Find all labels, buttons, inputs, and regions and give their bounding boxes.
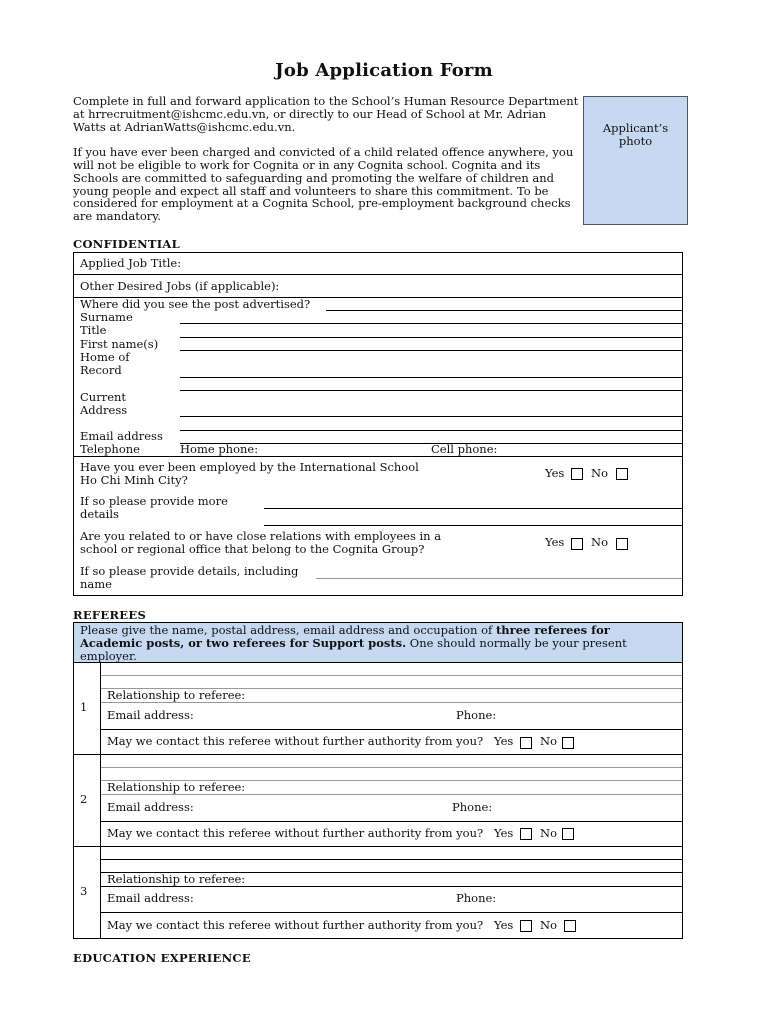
referee-3-relationship-line[interactable] <box>101 886 682 887</box>
intro-text <box>73 95 579 236</box>
cell-phone-label: Cell phone: <box>431 442 498 456</box>
employed-yes-checkbox[interactable] <box>571 468 583 480</box>
current-address-input-line-2[interactable] <box>180 430 682 431</box>
referee-number-3: 3 <box>80 884 88 898</box>
home-record-label-1: Home of <box>80 350 130 364</box>
employed-yes-label: Yes <box>545 466 565 480</box>
employed-no-label: No <box>591 466 608 480</box>
referee-2-contact-question: May we contact this referee without further authority from you? <box>107 826 484 840</box>
referees-intro-bold: three referees for Academic posts, or two referees for Support posts. <box>80 623 610 650</box>
details-name-label-1: If so please provide details, including <box>80 564 299 578</box>
details-name-input-line[interactable] <box>316 578 682 579</box>
surname-label: Surname <box>80 310 133 324</box>
row-divider <box>74 846 682 847</box>
referee-1-email-label: Email address: <box>107 708 194 722</box>
home-record-input-line-2[interactable] <box>180 390 682 391</box>
referee-2-relationship-label: Relationship to referee: <box>107 780 246 794</box>
employed-no-checkbox[interactable] <box>616 468 628 480</box>
where-seen-label: Where did you see the post advertised? <box>80 297 311 311</box>
related-no-checkbox[interactable] <box>616 538 628 550</box>
referee-3-yes-label: Yes <box>494 918 514 932</box>
referee-1-phone-label: Phone: <box>456 708 497 722</box>
referee-2-no-checkbox[interactable] <box>562 828 574 840</box>
referees-instructions <box>74 623 682 662</box>
referee-3-phone-label: Phone: <box>456 891 497 905</box>
row-divider <box>264 525 682 526</box>
referee-number-1: 1 <box>80 700 88 714</box>
other-jobs-label: Other Desired Jobs (if applicable): <box>80 279 280 293</box>
referees-heading: REFEREES <box>73 608 147 622</box>
confidential-table <box>73 252 683 596</box>
referee-3-no-label: No <box>540 918 557 932</box>
row-divider <box>101 912 682 913</box>
applied-job-label: Applied Job Title: <box>80 256 182 270</box>
photo-label-line1: Applicant’s <box>602 121 669 135</box>
row-divider <box>101 729 682 730</box>
related-yes-label: Yes <box>545 535 565 549</box>
referees-table <box>73 622 683 939</box>
current-address-label-1: Current <box>80 390 127 404</box>
details-label-1: If so please provide more <box>80 494 228 508</box>
telephone-label: Telephone <box>80 442 140 456</box>
related-yes-checkbox[interactable] <box>571 538 583 550</box>
referee-3-no-checkbox[interactable] <box>564 920 576 932</box>
referees-intro-plain-1: Please give the name, postal address, email address and occupation of <box>80 623 496 637</box>
current-address-label-2: Address <box>80 403 128 417</box>
row-divider <box>74 274 682 275</box>
details-label-2: details <box>80 507 119 521</box>
photo-label-line2: photo <box>618 134 653 148</box>
referee-1-relationship-label: Relationship to referee: <box>107 688 246 702</box>
where-seen-input-line[interactable] <box>326 310 682 311</box>
referee-3-name-line[interactable] <box>101 859 682 860</box>
referee-1-relationship-line[interactable] <box>101 702 682 703</box>
first-names-label: First name(s) <box>80 337 159 351</box>
referee-2-no-label: No <box>540 826 557 840</box>
referee-2-relationship-line[interactable] <box>101 794 682 795</box>
referee-3-contact-question: May we contact this referee without further authority from you? <box>107 918 484 932</box>
referee-1-contact-question: May we contact this referee without further authority from you? <box>107 734 484 748</box>
confidential-heading: CONFIDENTIAL <box>73 237 181 251</box>
referee-1-no-checkbox[interactable] <box>562 737 574 749</box>
related-question-1: Are you related to or have close relations with employees in a <box>80 529 442 543</box>
referee-3-yes-checkbox[interactable] <box>520 920 532 932</box>
related-no-label: No <box>591 535 608 549</box>
related-question-2: school or regional office that belong to the Cognita Group? <box>80 542 425 556</box>
referee-2-name-line[interactable] <box>101 767 682 768</box>
referee-1-no-label: No <box>540 734 557 748</box>
referee-3-email-label: Email address: <box>107 891 194 905</box>
row-divider <box>74 456 682 457</box>
referee-3-relationship-label: Relationship to referee: <box>107 872 246 886</box>
details-input-line[interactable] <box>264 508 682 509</box>
email-label: Email address <box>80 429 163 443</box>
referee-2-phone-label: Phone: <box>452 800 493 814</box>
title-input-line[interactable] <box>180 337 682 338</box>
title-label: Title <box>80 323 107 337</box>
referee-1-yes-label: Yes <box>494 734 514 748</box>
referee-number-2: 2 <box>80 792 88 806</box>
referee-2-yes-label: Yes <box>494 826 514 840</box>
referee-2-yes-checkbox[interactable] <box>520 828 532 840</box>
home-record-input-line[interactable] <box>180 377 682 378</box>
employed-question-1: Have you ever been employed by the International School <box>80 460 419 474</box>
home-record-label-2: Record <box>80 363 122 377</box>
employed-question-2: Ho Chi Minh City? <box>80 473 188 487</box>
page-title: Job Application Form <box>275 60 493 81</box>
referee-1-name-line[interactable] <box>101 675 682 676</box>
home-phone-label: Home phone: <box>180 442 259 456</box>
intro-paragraph-1: Complete in full and forward application to the School’s Human Resource Department at hrrecruitment@ishcmc.edu.vn, or directly to our Head of School at Mr. Adrian Watts at AdrianWatts@ishcmc.edu.vn. <box>73 94 579 134</box>
row-divider <box>74 662 682 663</box>
referee-1-yes-checkbox[interactable] <box>520 737 532 749</box>
current-address-input-line[interactable] <box>180 416 682 417</box>
referees-intro-plain-2: One should normally be your present employer. <box>80 636 627 663</box>
applicant-photo-box[interactable] <box>583 96 688 225</box>
row-divider <box>101 821 682 822</box>
education-heading: EDUCATION EXPERIENCE <box>73 951 251 965</box>
details-name-label-2: name <box>80 577 112 591</box>
referee-2-email-label: Email address: <box>107 800 194 814</box>
number-column-divider <box>100 662 101 939</box>
surname-input-line[interactable] <box>180 323 682 324</box>
row-divider <box>74 754 682 755</box>
intro-paragraph-2: If you have ever been charged and convicted of a child related offence anywhere, you will not be eligible to work for Cognita or in any Cognita school. Cognita and its Schools are committed to safeguarding and promoting the welfare of children and young people and expect all staff and volunteers to share this commitment. To be considered for employment at a Cognita School, pre-employment background checks are mandatory. <box>73 145 574 224</box>
first-names-input-line[interactable] <box>180 350 682 351</box>
